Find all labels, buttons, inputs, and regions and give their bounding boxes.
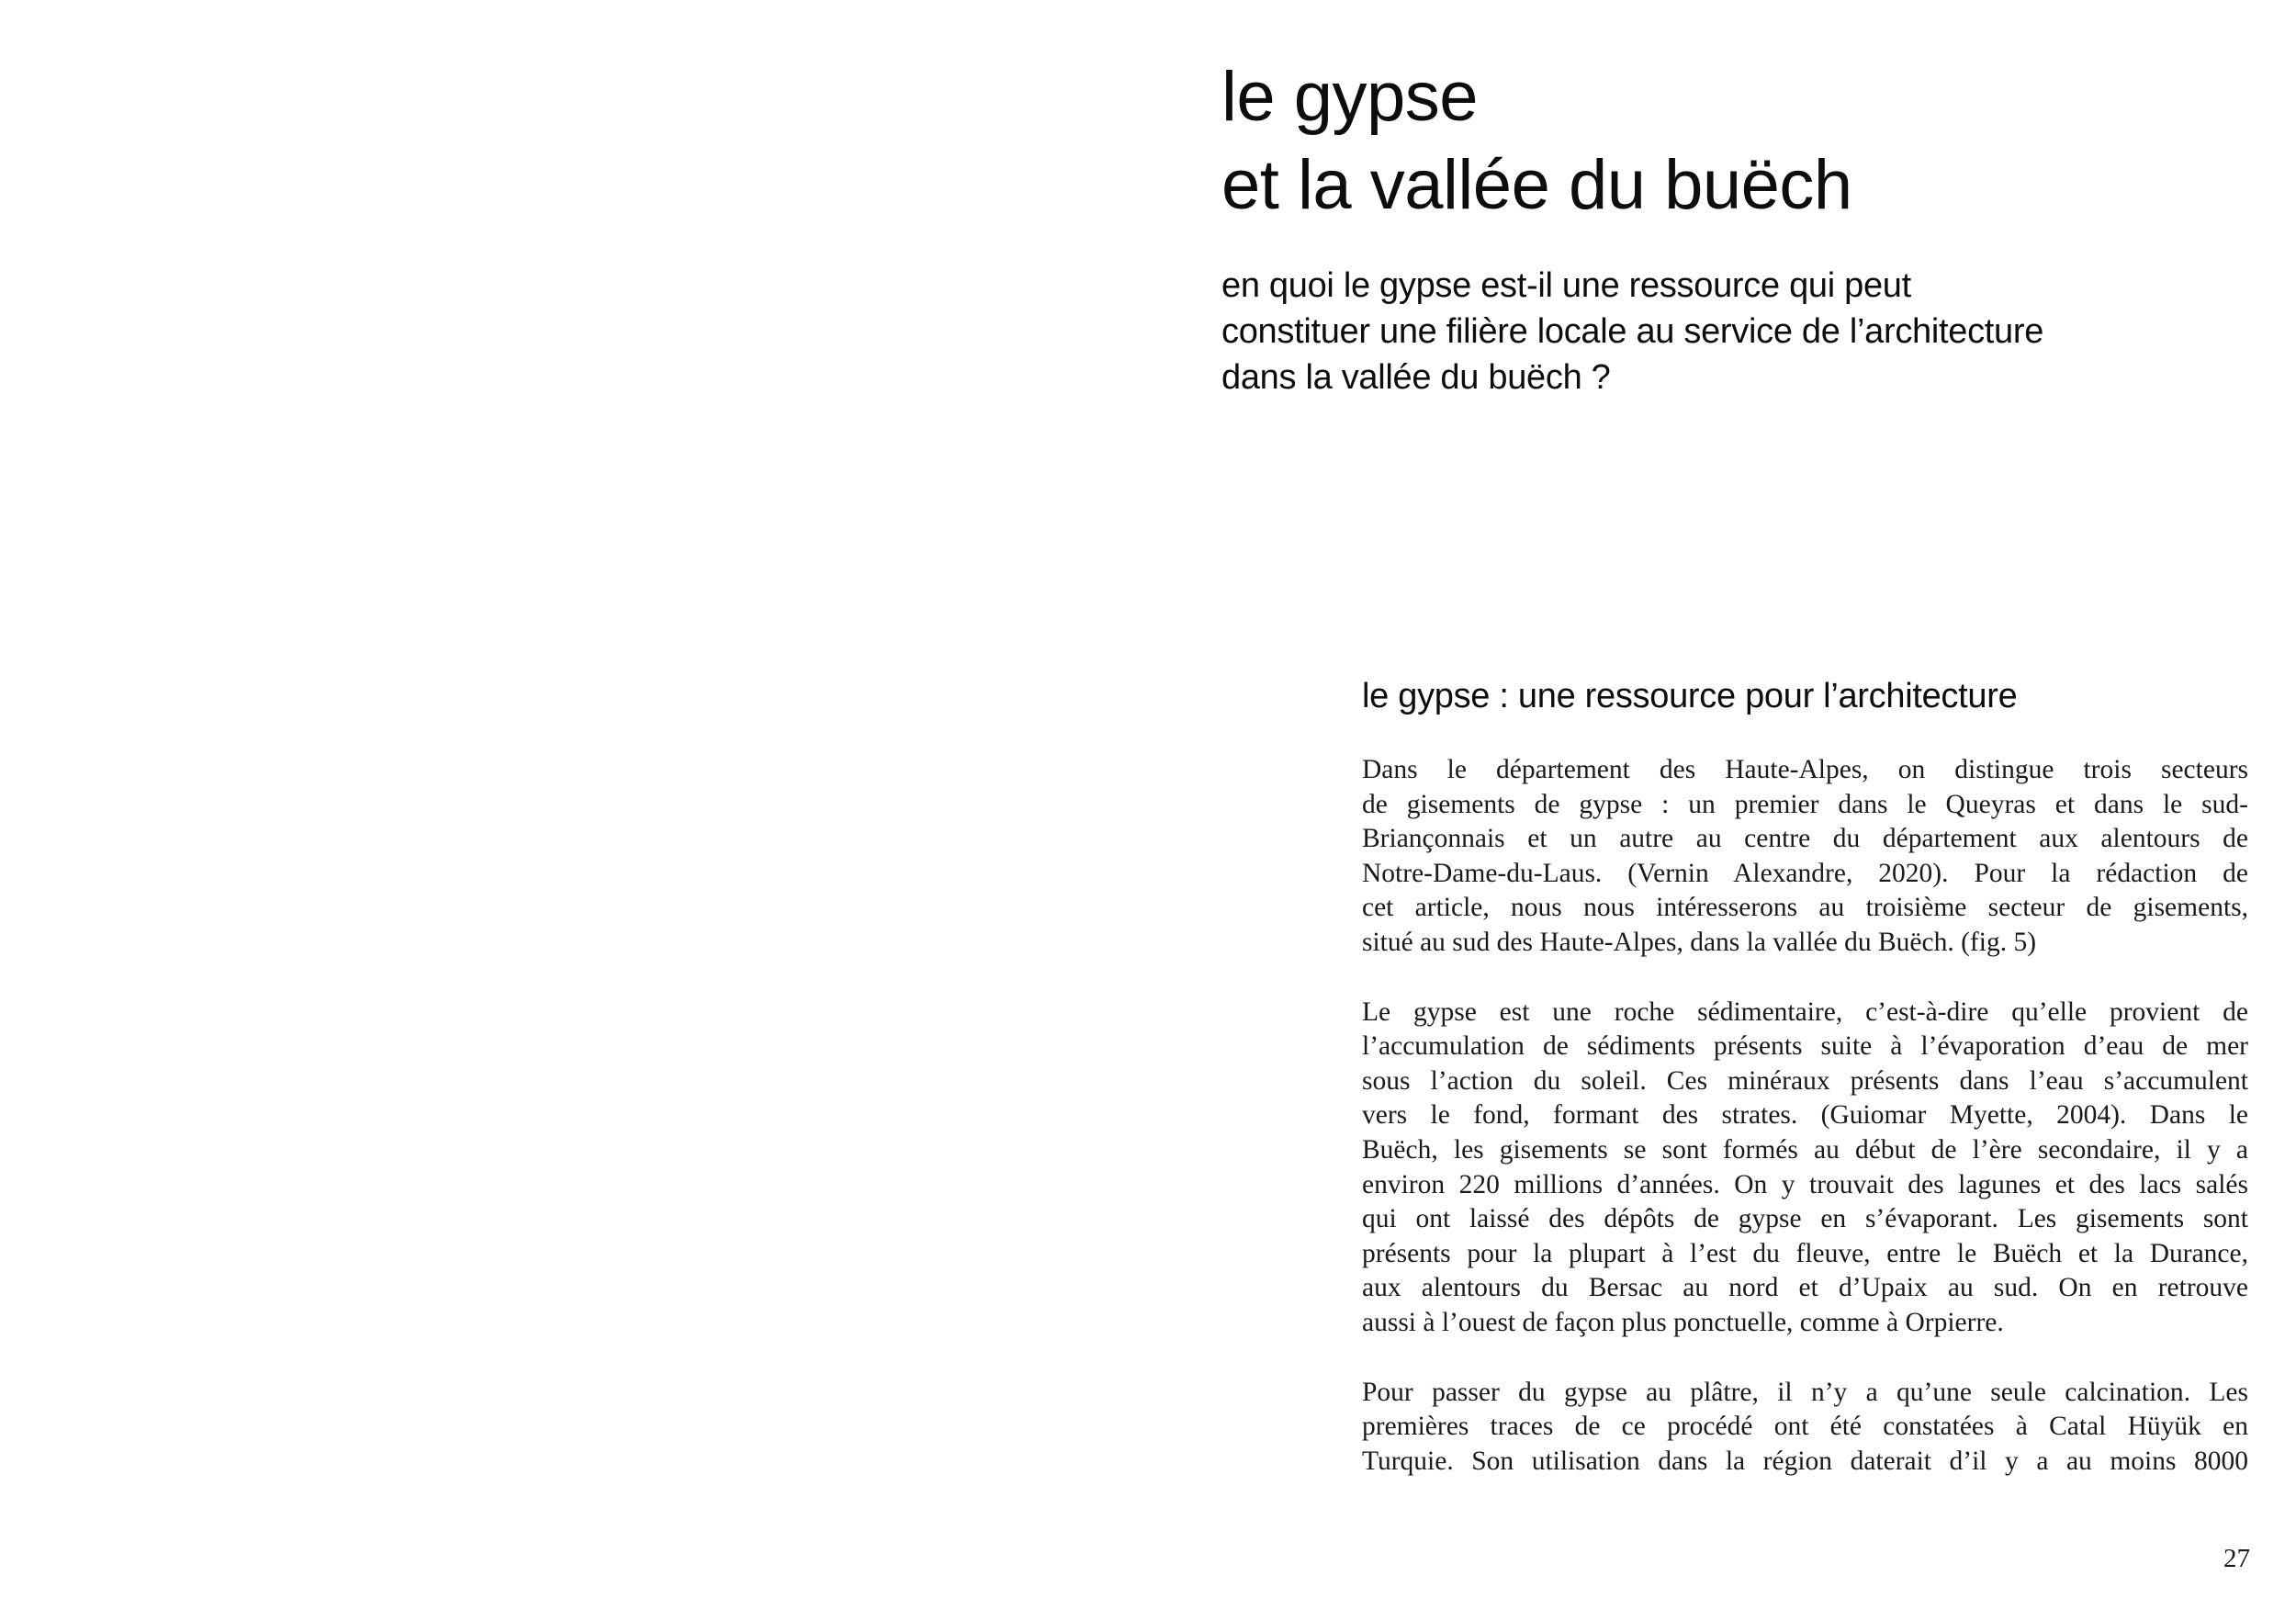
text-line: cet article, nous nous intéresserons au troisième secteur de gisements, (1362, 893, 2248, 923)
paragraph-1 (1362, 753, 2248, 961)
text-line: Dans le département des Haute-Alpes, on distingue trois secteurs (1362, 755, 2248, 784)
article-body (1362, 753, 2248, 1514)
text-line: Notre-Dame-du-Laus. (Vernin Alexandre, 2020). Pour la rédaction de (1362, 858, 2248, 888)
text-line: environ 220 millions d’années. On y trouvait des lagunes et des lacs salés (1362, 1169, 2248, 1199)
research-question (1221, 263, 2278, 400)
text-line: Pour passer du gypse au plâtre, il n’y a qu’une seule calcination. Les (1362, 1377, 2248, 1407)
page-number: 27 (2223, 1544, 2250, 1573)
text-line: situé au sud des Haute-Alpes, dans la vallée du Buëch. (fig. 5) (1362, 927, 2037, 957)
research-question-line: constituer une filière locale au service de l’architecture (1221, 312, 2044, 351)
chapter-title-line: le gypse (1221, 58, 1479, 136)
text-line: présents pour la plupart à l’est du fleuve, entre le Buëch et la Durance, (1362, 1238, 2248, 1268)
text-line: Briançonnais et un autre au centre du département aux alentours de (1362, 824, 2248, 854)
text-line: Le gypse est une roche sédimentaire, c’est-à-dire qu’elle provient de (1362, 996, 2248, 1027)
text-line: aux alentours du Bersac au nord et d’Upaix au sud. On en retrouve (1362, 1273, 2248, 1303)
chapter-title (1221, 53, 2232, 230)
paragraph-3 (1362, 1376, 2248, 1480)
research-question-line: dans la vallée du buëch ? (1221, 358, 1611, 397)
text-line: l’accumulation de sédiments présents suite à l’évaporation d’eau de mer (1362, 1031, 2248, 1062)
text-line: Buëch, les gisements se sont formés au début de l’ère secondaire, il y a (1362, 1134, 2248, 1165)
text-line: vers le fond, formant des strates. (Guiomar Myette, 2004). Dans le (1362, 1100, 2248, 1131)
paragraph-2 (1362, 996, 2248, 1341)
section-heading: le gypse : une ressource pour l’architecture (1362, 677, 2018, 715)
research-question-line: en quoi le gypse est-il une ressource qui peut (1221, 266, 1911, 305)
text-line: aussi à l’ouest de façon plus ponctuelle, comme à Orpierre. (1362, 1307, 2004, 1337)
text-line: sous l’action du soleil. Ces minéraux présents dans l’eau s’accumulent (1362, 1065, 2248, 1096)
chapter-title-line: et la vallée du buëch (1221, 146, 1852, 224)
text-line: premières traces de ce procédé ont été constatées à Catal Hüyük en (1362, 1412, 2248, 1442)
text-line: de gisements de gypse : un premier dans le Queyras et dans le sud- (1362, 789, 2248, 819)
text-line: Turquie. Son utilisation dans la région daterait d’il y a au moins 8000 (1362, 1446, 2248, 1476)
text-line: qui ont laissé des dépôts de gypse en s’évaporant. Les gisements sont (1362, 1204, 2248, 1234)
